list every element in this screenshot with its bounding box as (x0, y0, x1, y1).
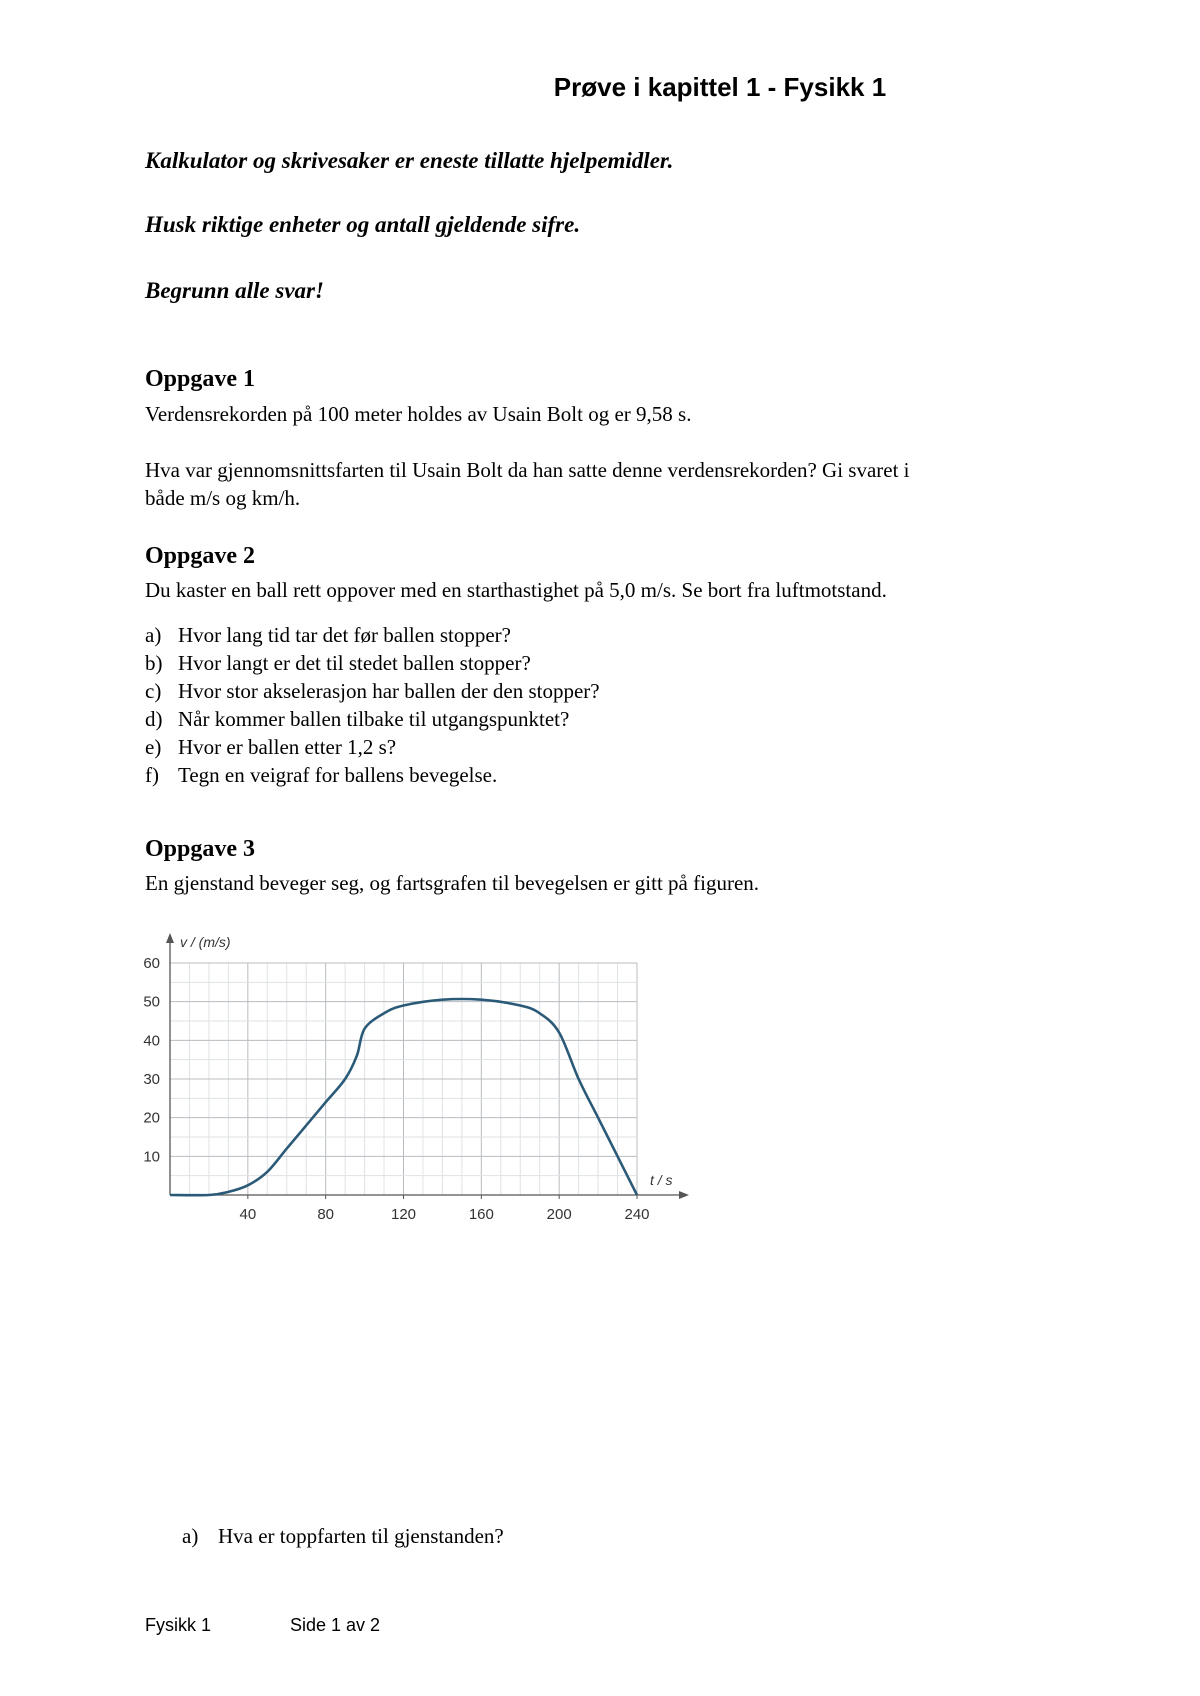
y-tick-label: 40 (143, 1032, 160, 1050)
y-tick-label: 30 (143, 1071, 160, 1088)
item-label: b) (145, 651, 163, 675)
y-axis-arrow (166, 933, 174, 943)
item-text: Hvor er ballen etter 1,2 s? (178, 735, 397, 759)
x-tick-label: 200 (546, 1206, 572, 1223)
x-axis-label: t / s (650, 1172, 673, 1188)
note-allowed-aids: Kalkulator og skrivesaker er eneste tillatte hjelpemidler. (145, 148, 674, 173)
item-text: Hvor langt er det til stedet ballen stopper? (178, 651, 531, 675)
item-label: c) (145, 679, 162, 703)
list-item (145, 621, 600, 649)
note-justify: Begrunn alle svar! (145, 278, 324, 303)
x-tick-label: 160 (468, 1206, 494, 1223)
item-label: e) (145, 735, 162, 759)
y-tick-label: 10 (143, 1148, 160, 1166)
x-tick-label: 80 (317, 1206, 335, 1223)
item-label: f) (145, 763, 159, 787)
task2-heading: Oppgave 2 (145, 543, 256, 569)
x-tick-label: 120 (390, 1206, 417, 1223)
task1-question-line1: Hva var gjennomsnittsfarten til Usain Bolt da han satte denne verdensrekorden? Gi svaret i (145, 458, 910, 482)
velocity-time-chart (130, 925, 710, 1230)
x-tick-label: 40 (239, 1206, 257, 1223)
task1-question-line2: både m/s og km/h. (145, 486, 301, 510)
task3-question: Hva er toppfarten til gjenstanden? (218, 1524, 504, 1548)
list-item (145, 649, 600, 677)
list-item (145, 705, 600, 733)
note-units: Husk riktige enheter og antall gjeldende sifre. (145, 212, 581, 237)
item-text: Når kommer ballen tilbake til utgangspunktet? (178, 707, 570, 731)
task3-text: En gjenstand beveger seg, og fartsgrafen til bevegelsen er gitt på figuren. (145, 871, 760, 895)
list-item (145, 733, 600, 761)
task2-text: Du kaster en ball rett oppover med en starthastighet på 5,0 m/s. Se bort fra luftmotstand. (145, 578, 887, 602)
page-title: Prøve i kapittel 1 - Fysikk 1 (553, 72, 887, 102)
task2-question-list (145, 621, 600, 789)
footer-subject: Fysikk 1 (145, 1615, 212, 1635)
item-label: a) (145, 623, 162, 647)
chart-tick-labels (143, 955, 649, 1223)
footer-page-number: Side 1 av 2 (290, 1615, 381, 1635)
chart-grid (170, 963, 637, 1195)
y-axis-label: v / (m/s) (180, 934, 231, 950)
item-text: Tegn en veigraf for ballens bevegelse. (178, 763, 498, 787)
item-label: d) (145, 707, 163, 731)
x-axis-arrow (679, 1191, 689, 1199)
list-item (145, 761, 600, 789)
task3-question-label: a) (182, 1524, 199, 1548)
y-tick-label: 50 (143, 993, 160, 1011)
y-tick-label: 60 (143, 955, 160, 972)
y-tick-label: 20 (143, 1109, 160, 1127)
task1-heading: Oppgave 1 (145, 366, 256, 392)
task1-text: Verdensrekorden på 100 meter holdes av Usain Bolt og er 9,58 s. (145, 402, 692, 426)
x-tick-label: 240 (624, 1206, 650, 1223)
chart-axes (166, 933, 689, 1199)
item-text: Hvor lang tid tar det før ballen stopper? (178, 623, 511, 647)
task3-heading: Oppgave 3 (145, 836, 256, 862)
list-item (145, 677, 600, 705)
item-text: Hvor stor akselerasjon har ballen der den stopper? (178, 679, 600, 703)
